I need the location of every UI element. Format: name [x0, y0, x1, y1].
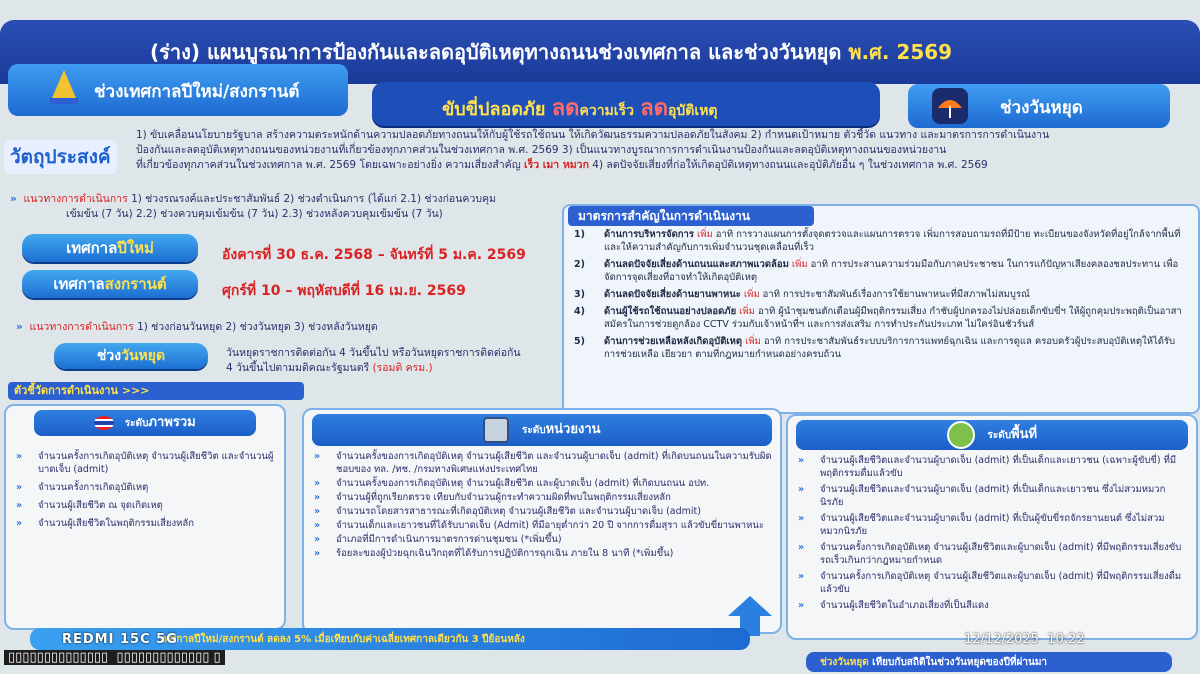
indicators-label: ตัวชี้วัดการดำเนินงาน >>> — [8, 382, 304, 400]
level-head-area: ระดับพื้นที่ — [796, 420, 1188, 450]
holiday-block-text: วันหยุดราชการติดต่อกัน 4 วันขึ้นไป หรือวันหยุดราชการติดต่อกัน 4 วันขึ้นไปตามมติคณะรัฐมนตรี (รอมติ ครม.) — [226, 347, 521, 374]
camera-device-label: REDMI 15C 5G — [62, 632, 178, 647]
holiday-goal-text: ช่วงวันหยุด เทียบกับสถิติในช่วงวันหยุดของปีที่ผ่านมา — [820, 657, 1048, 668]
list-item: » จำนวนผู้เสียชีวิตในพฤติกรรมเสี่ยงหลัก — [16, 518, 194, 529]
list-item: » จำนวนผู้เสียชีวิตและจำนวนผู้บาดเจ็บ (admit) ที่เป็นผู้ขับขี่รถจักรยานยนต์ ซึ่งไม่สวมหมวกนิรภัย — [798, 513, 1165, 537]
list-item: » จำนวนครั้งการเกิดอุบัติเหตุ จำนวนผู้เสียชีวิตและผู้บาดเจ็บ (admit) ที่มีพฤติกรรมเสี่ยงดื่มแล้วขับ — [798, 571, 1182, 595]
newyear-goal-text: เทศกาลปีใหม่/สงกรานต์ ลดลง 5% เมื่อเทียบกับค่าเฉลี่ยเทศกาลเดียวกัน 3 ปีย้อนหลัง — [160, 634, 525, 645]
objective-line-3: ที่เกี่ยวข้องทุกภาคส่วนในช่วงเทศกาล พ.ศ. 2569 โดยเฉพาะอย่างยิ่ง ความเสี่ยงสำคัญ เร็ว เมา หมวก 4) ลดปัจจัยเสี่ยงที่ก่อให้เกิดอุบัติเหตุทางถนนและอุบัติภัยอื่น ๆ ในช่วงเทศกาล พ.ศ. 2569 — [136, 159, 988, 171]
newyear-banner — [8, 64, 348, 116]
level-card-overall — [4, 404, 286, 630]
festival-dates-newyear: อังคารที่ 30 ธ.ค. 2568 – จันทร์ที่ 5 ม.ค. 2569 — [222, 247, 526, 263]
list-item: » จำนวนครั้งการเกิดอุบัติเหตุ จำนวนผู้เสียชีวิต และจำนวนผู้บาดเจ็บ (admit) — [16, 451, 274, 475]
measure-item: 1) ด้านการบริหารจัดการ เพิ่ม อาทิ การวางแผนการตั้งจุดตรวจและแผนการตรวจ เพิ่มการสอบถามรถที่มีป้าย ทะเบียนของจังหวัดที่อยู่ใกล้จากพื้นที่ และให้ความสำคัญกับการเพิ่มจำนวนชุดเคลื่อนที่เร็ว — [574, 229, 1181, 253]
road-globe-icon — [947, 421, 975, 449]
measure-item: 3) ด้านลดปัจจัยเสี่ยงด้านยานพาหนะ เพิ่ม อาทิ การประชาสัมพันธ์เรื่องการใช้ยานพาหนะที่มีสภาพไม่สมบูรณ์ — [574, 289, 1030, 300]
objective-text — [136, 128, 1196, 173]
holiday-pill: ช่วงวันหยุด — [54, 343, 208, 369]
thai-flag-icon — [94, 416, 114, 430]
level-head-agency: ระดับหน่วยงาน — [312, 414, 772, 446]
list-item: » จำนวนครั้งการเกิดอุบัติเหตุ จำนวนผู้เสียชีวิตและผู้บาดเจ็บ (admit) ที่มีพฤติกรรมเสี่ยงขับรถเร็วเกินกว่ากฎหมายกำหนด — [798, 542, 1182, 566]
holiday-banner-label: ช่วงวันหยุด — [1000, 98, 1083, 118]
slogan-banner — [372, 82, 880, 126]
objective-line-2: ป้องกันและลดอุบัติเหตุทางถนนของหน่วยงานที่เกี่ยวข้องทุกภาคส่วนในช่วงเทศกาล พ.ศ. 2569 3) เป็นแนวทางบูรณาการการดำเนินงานป้องกันและลดอุบัติเหตุทางถนนของหน่วยงาน — [136, 144, 947, 156]
slogan-text: ขับขี่ปลอดภัย ลดความเร็ว ลดอุบัติเหตุ — [442, 96, 718, 121]
measure-item: 2) ด้านลดปัจจัยเสี่ยงด้านถนนและสภาพแวดล้อม เพิ่ม อาทิ การประสานความร่วมมือกับภาคประชาชน ในการแก้ปัญหาเสียงคลองชลประทาน เพื่อจัดการจุดเสี่ยงที่อาจทำให้เกิดอุบัติเหตุ — [574, 259, 1179, 283]
level-head-overall: ระดับภาพรวม — [34, 410, 256, 436]
measures-heading: มาตรการสำคัญในการดำเนินงาน — [568, 206, 814, 226]
approach1: » แนวทางการดำเนินการ 1) ช่วงรณรงค์และประชาสัมพันธ์ 2) ช่วงดำเนินการ (ได้แก่ 2.1) ช่วงก่อนควบคุม เข้มข้น (7 วัน) 2.2) ช่วงควบคุมเข้มข้น (7 วัน) 2.3) ช่วงหลังควบคุมเข้มข้น (7 วัน) — [10, 193, 496, 220]
title-year: พ.ศ. 2569 — [848, 40, 953, 64]
newyear-banner-label: ช่วงเทศกาลปีใหม่/สงกรานต์ — [94, 82, 300, 102]
list-item: » จำนวนครั้งของการเกิดอุบัติเหตุ จำนวนผู้เสียชีวิต และจำนวนผู้บาดเจ็บ (admit) ที่เกิดบนถนนในความรับผิดชอบของ ทล. /ทช. /กรมทางพิเศษแห่งประเทศไทย — [314, 451, 772, 475]
building-icon — [483, 417, 509, 443]
camera-datetime: 12/12/2025 10:22 — [964, 632, 1085, 647]
list-item: » จำนวนครั้งของการเกิดอุบัติเหตุ จำนวนผู้เสียชีวิต และผู้บาดเจ็บ (admit) ที่เกิดบนถนน อปท. — [314, 478, 710, 489]
list-item: » จำนวนผู้เสียชีวิต ณ จุดเกิดเหตุ — [16, 500, 163, 511]
level-card-area — [786, 414, 1198, 640]
title-text: (ร่าง) แผนบูรณาการป้องกันและลดอุบัติเหตุทางถนนช่วงเทศกาล และช่วงวันหยุด — [150, 40, 842, 64]
objective-line-1: 1) ขับเคลื่อนนโยบายรัฐบาล สร้างความตระหนักด้านความปลอดภัยทางถนนให้กับผู้ใช้รถใช้ถนน ให้เกิดวัฒนธรรมความปลอดภัยในสังคม 2) กำหนดเป้าหมาย ตัวชี้วัด แนวทาง และมาตรการการดำเนินงาน — [136, 129, 1050, 141]
festival-pill-songkran: เทศกาลสงกรานต์ — [22, 270, 198, 298]
list-item: » อำเภอที่มีการดำเนินการมาตรการด่านชุมชน (*เพิ่มขึ้น) — [314, 534, 562, 545]
festival-dates-songkran: ศุกร์ที่ 10 – พฤหัสบดีที่ 16 เม.ย. 2569 — [222, 283, 466, 299]
holiday-banner — [908, 84, 1170, 128]
list-item: » จำนวนผู้ที่ถูกเรียกตรวจ เทียบกับจำนวนผู้กระทำความผิดที่พบในพฤติกรรมเสี่ยงหลัก — [314, 492, 671, 503]
measure-item: 5) ด้านการช่วยเหลือหลังเกิดอุบัติเหตุ เพิ่ม อาทิ การประชาสัมพันธ์ระบบบริการการแพทย์ฉุกเฉิน และการดูแล ครอบครัวผู้ประสบอุบัติเหตุให้ได้รับการช่วยเหลือ เยียวยา ตามที่กฎหมายกำหนดอย่างครบถ้วน — [574, 336, 1176, 360]
holiday-goal-bar — [806, 652, 1172, 672]
list-item: » จำนวนผู้เสียชีวิตและจำนวนผู้บาดเจ็บ (admit) ที่เป็นเด็กและเยาวชน ซึ่งไม่สวมหมวกนิรภัย — [798, 484, 1166, 508]
list-item: » จำนวนผู้เสียชีวิตในอำเภอเสี่ยงที่เป็นสีแดง — [798, 600, 989, 611]
festival-pill-newyear: เทศกาลปีใหม่ — [22, 234, 198, 262]
list-item: » ร้อยละของผู้ป่วยฉุกเฉินวิกฤตที่ได้รับการปฏิบัติการฉุกเฉิน ภายใน 8 นาที (*เพิ่มขึ้น) — [314, 548, 674, 559]
approach2: » แนวทางการดำเนินการ 1) ช่วงก่อนวันหยุด 2) ช่วงวันหยุด 3) ช่วงหลังวันหยุด — [16, 321, 378, 333]
measure-item: 4) ด้านผู้ใช้รถใช้ถนนอย่างปลอดภัย เพิ่ม อาทิ ผู้นำชุมชนตักเตือนผู้มีพฤติกรรมเสี่ยง กำชับผู้ปกครองไม่ปล่อยเด็กขับขี่ฯ ให้ผู้ถูกคุมประพฤติเป็นอาสาสมัครในการช่วยดูกล้อง CCTV ร่วมกับเจ้าหน้าที่ฯ และการส่งเสริม การทำประกันประเภท ไม่ใคร่อินชัวร์นส์ — [574, 306, 1182, 330]
level-card-agency — [302, 408, 782, 634]
camera-masked-text: ▯▯▯▯▯▯▯▯▯▯▯▯▯▯ ▯▯▯▯▯▯▯▯▯▯▯▯▯ ▯ — [4, 650, 225, 665]
measures-list — [574, 228, 1190, 365]
list-item: » จำนวนเด็กและเยาวชนที่ได้รับบาดเจ็บ (Admit) ที่มีอายุต่ำกว่า 20 ปี จากการดื่มสุรา แล้วขับขี่ยานพาหนะ — [314, 520, 764, 531]
list-item: » จำนวนรถโดยสารสาธารณะที่เกิดอุบัติเหตุ จำนวนผู้เสียชีวิต และจำนวนผู้บาดเจ็บ (admit) — [314, 506, 701, 517]
beach-umbrella-icon — [932, 88, 968, 124]
list-item: » จำนวนครั้งการเกิดอุบัติเหตุ — [16, 482, 149, 493]
objective-label: วัตถุประสงค์ — [4, 140, 117, 174]
list-item: » จำนวนผู้เสียชีวิตและจำนวนผู้บาดเจ็บ (admit) ที่เป็นเด็กและเยาวชน (เฉพาะผู้ขับขี่) ที่มีพฤติกรรมดื่มแล้วขับ — [798, 455, 1177, 479]
temple-icon — [44, 68, 84, 108]
